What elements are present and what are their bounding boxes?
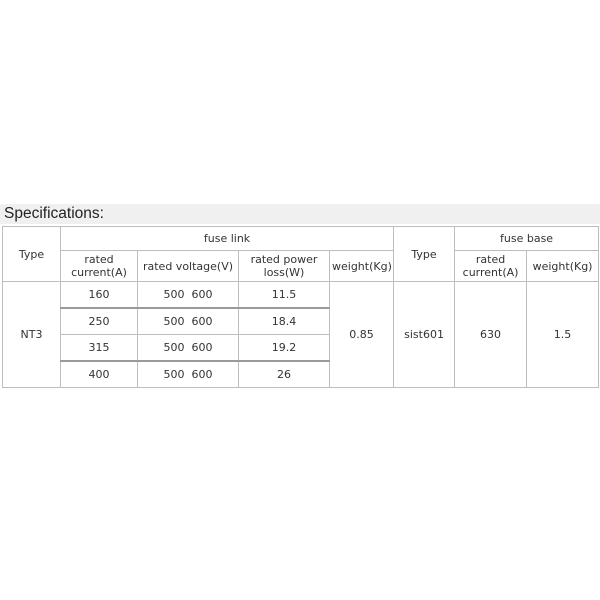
rated-power-loss-cell: 19.2 xyxy=(239,335,330,362)
rated-current-cell: 250 xyxy=(61,308,138,335)
type-header: Type xyxy=(3,227,61,282)
fuse-link-weight-value: 0.85 xyxy=(330,282,394,388)
rated-voltage-cell: 500 600 xyxy=(138,335,239,362)
fuse-link-weight-header: weight(Kg) xyxy=(330,251,394,282)
specifications-section xyxy=(0,204,600,381)
table-row xyxy=(3,282,599,309)
rated-current-cell: 160 xyxy=(61,282,138,309)
fuse-link-type-value: NT3 xyxy=(3,282,61,388)
rated-power-loss-cell: 18.4 xyxy=(239,308,330,335)
specifications-table xyxy=(2,226,599,388)
rated-voltage-cell: 500 600 xyxy=(138,361,239,388)
rated-power-loss-cell: 26 xyxy=(239,361,330,388)
rated-power-loss-cell: 11.5 xyxy=(239,282,330,309)
fuse-link-rated-current-header: rated current(A) xyxy=(61,251,138,282)
specifications-heading: Specifications: xyxy=(0,204,600,224)
fuse-base-rated-current-value: 630 xyxy=(455,282,527,388)
fuse-link-rated-power-loss-header: rated power loss(W) xyxy=(239,251,330,282)
base-type-header: Type xyxy=(394,227,455,282)
rated-current-cell: 315 xyxy=(61,335,138,362)
rated-voltage-cell: 500 600 xyxy=(138,282,239,309)
base-type-value: sist601 xyxy=(394,282,455,388)
fuse-base-weight-header: weight(Kg) xyxy=(527,251,599,282)
rated-voltage-cell: 500 600 xyxy=(138,308,239,335)
fuse-base-rated-current-header: rated current(A) xyxy=(455,251,527,282)
fuse-link-rated-voltage-header: rated voltage(V) xyxy=(138,251,239,282)
fuse-link-group-header: fuse link xyxy=(61,227,394,251)
rated-current-cell: 400 xyxy=(61,361,138,388)
fuse-base-group-header: fuse base xyxy=(455,227,599,251)
fuse-base-weight-value: 1.5 xyxy=(527,282,599,388)
